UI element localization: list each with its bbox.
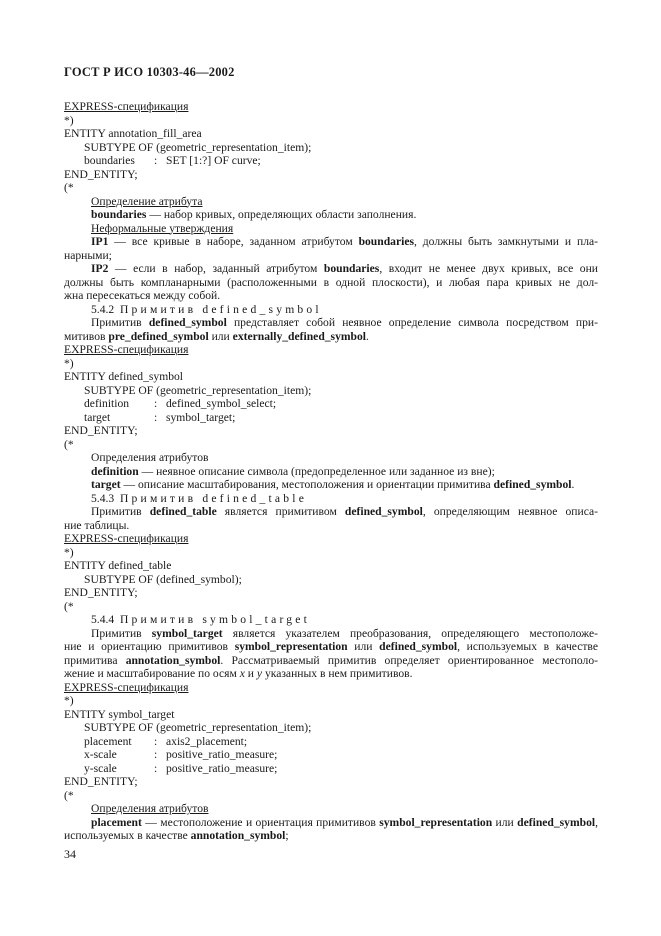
comment-open: (* (64, 181, 74, 194)
section-number: 5.4.2 (91, 302, 115, 316)
comment-close: *) (64, 694, 74, 707)
express-spec-label: EXPRESS-спецификация (64, 680, 189, 694)
axis-x: x (239, 667, 245, 680)
informal-rules-heading: Неформальные утверждения (91, 221, 234, 235)
paragraph-text: Примитив (91, 626, 152, 640)
definition-text: — набор кривых, определяющих области заполнения. (146, 208, 417, 221)
term: symbol_target (151, 626, 223, 640)
attribute-definition (64, 478, 598, 492)
attribute-name: boundaries (84, 154, 135, 167)
definition-text: или (492, 815, 518, 829)
attribute-colon: : (154, 734, 158, 748)
term: defined_symbol (517, 815, 596, 829)
paragraph (64, 505, 598, 519)
subtype-clause: SUBTYPE OF (geometric_representation_item); (84, 140, 312, 154)
subtype-clause: SUBTYPE OF (defined_symbol); (84, 572, 242, 586)
paragraph-text: жение и масштабирование по осям (64, 667, 240, 680)
comment-open: (* (64, 788, 74, 802)
term: definition (91, 464, 139, 478)
term: pre_defined_symbol (108, 329, 209, 343)
informal-rule-ip1 (64, 235, 598, 249)
attribute-name: placement (84, 734, 132, 748)
paragraph-text: Примитив (91, 316, 149, 329)
term: boundaries (358, 235, 414, 248)
paragraph-text: представляет собой неявное определение символа посредством при- (226, 316, 598, 329)
paragraph-text: является примитивом (216, 505, 345, 518)
express-spec-label: EXPRESS-спецификация (64, 343, 189, 356)
section-number: 5.4.3 (91, 491, 115, 505)
rule-continuation: должны быть компланарными (расположенными в одной плоскости), и любая пара кривых не дол- (64, 275, 598, 289)
attribute-name: definition (84, 397, 130, 410)
definitions-heading: Определения атрибутов (91, 802, 209, 815)
term: defined_table (149, 505, 217, 518)
definition-text: — местоположение и ориентация примитивов (141, 815, 380, 829)
term: symbol_representation (379, 815, 493, 829)
definition-heading: Определение атрибута (91, 194, 203, 208)
end-entity: END_ENTITY; (64, 586, 138, 599)
paragraph-text: указанных в нем примитивов. (262, 667, 413, 680)
attribute-line (64, 735, 598, 749)
paragraph-continuation (64, 654, 598, 668)
definition-text: , (595, 815, 598, 829)
entity-declaration: ENTITY symbol_target (64, 707, 175, 721)
term: boundaries (323, 262, 380, 275)
attribute-line (64, 154, 598, 168)
paragraph-text: митивов (64, 329, 109, 343)
comment-open: (* (64, 437, 74, 451)
comment-close: *) (64, 113, 74, 127)
document-body (64, 100, 598, 843)
definition-text: — описание масштабирования, местоположения и ориентации примитива (120, 478, 494, 491)
definition-text: ; (285, 829, 289, 842)
term: defined_symbol (493, 478, 572, 491)
paragraph-text: , используемых в качестве (457, 640, 598, 653)
attribute-line (64, 397, 598, 411)
attribute-colon: : (154, 410, 158, 424)
term: boundaries (91, 208, 147, 221)
end-entity: END_ENTITY; (64, 167, 138, 181)
attribute-name: x-scale (84, 748, 117, 761)
section-heading-5-4-4 (64, 613, 598, 627)
definitions-heading: Определения атрибутов (91, 451, 209, 464)
end-entity: END_ENTITY; (64, 775, 138, 788)
rule-text: , входит не менее двух кривых, все они (379, 262, 599, 275)
entity-declaration: ENTITY defined_table (64, 559, 172, 572)
end-entity: END_ENTITY; (64, 424, 138, 437)
rule-text: , должны быть замкнутыми и пла- (413, 235, 598, 248)
attribute-type: axis2_placement; (166, 734, 248, 748)
term: annotation_symbol (190, 829, 286, 842)
term: symbol_representation (234, 640, 348, 653)
comment-open: (* (64, 599, 74, 613)
attribute-name: target (84, 410, 111, 424)
attribute-line (64, 748, 598, 762)
attribute-colon: : (154, 397, 158, 410)
paragraph-text: ние и ориентацию примитивов (64, 640, 235, 653)
comment-close: *) (64, 545, 74, 559)
paragraph (64, 627, 598, 641)
section-title: Примитив defined_symbol (119, 302, 322, 316)
definition-text: . (571, 478, 575, 491)
subtype-clause: SUBTYPE OF (geometric_representation_item); (84, 721, 312, 734)
document-header: ГОСТ Р ИСО 10303-46—2002 (64, 65, 235, 79)
informal-rule-ip2 (64, 262, 598, 276)
section-heading-5-4-3 (64, 492, 598, 506)
attribute-colon: : (154, 154, 158, 167)
paragraph-text: Примитив (91, 505, 150, 518)
paragraph-text: и (244, 667, 257, 680)
rule-continuation: жна пересекаться между собой. (64, 289, 221, 302)
paragraph-text: примитива (64, 653, 126, 667)
attribute-type: symbol_target; (166, 410, 236, 424)
rule-text: — если в набор, заданный атрибутом (108, 262, 324, 275)
entity-declaration: ENTITY defined_symbol (64, 370, 184, 383)
term: defined_symbol (379, 640, 458, 653)
rule-text: — все кривые в наборе, заданном атрибутом (108, 235, 359, 248)
paragraph (64, 316, 598, 330)
attribute-type: positive_ratio_measure; (166, 761, 278, 775)
axis-y: y (256, 667, 263, 680)
definition-text: — неявное описание символа (предопределенное или заданное из вне); (138, 464, 495, 478)
attribute-line (64, 411, 598, 425)
term: externally_defined_symbol (232, 329, 366, 343)
page-number: 34 (64, 847, 76, 861)
attribute-definition (64, 465, 598, 479)
term: defined_symbol (344, 505, 423, 518)
attribute-type: defined_symbol_select; (166, 397, 277, 410)
rule-continuation: нарными; (64, 248, 112, 262)
section-title: Примитив symbol_target (119, 613, 311, 626)
attribute-definition (64, 816, 598, 830)
definition-text: используемых в качестве (64, 829, 191, 842)
section-heading-5-4-2 (64, 303, 598, 317)
paragraph-continuation (64, 667, 598, 681)
definition-continuation (64, 829, 598, 843)
section-title: Примитив defined_table (119, 491, 308, 505)
term: annotation_symbol (125, 653, 221, 667)
attribute-type: positive_ratio_measure; (166, 748, 278, 761)
paragraph-continuation (64, 640, 598, 654)
attribute-definition (64, 208, 598, 222)
entity-declaration: ENTITY annotation_fill_area (64, 127, 202, 140)
attribute-name: y-scale (84, 761, 117, 775)
paragraph-text: , определяющим неявное описа- (422, 505, 598, 518)
term: defined_symbol (148, 316, 227, 329)
paragraph-text: является указателем преобразования, определяющего местоположе- (222, 626, 598, 640)
subtype-clause: SUBTYPE OF (geometric_representation_item); (84, 383, 312, 397)
term: placement (91, 815, 142, 829)
attribute-colon: : (154, 761, 158, 775)
attribute-colon: : (154, 748, 158, 761)
paragraph-text: . (366, 329, 369, 343)
paragraph-text: или (208, 329, 233, 343)
paragraph-continuation: ние таблицы. (64, 518, 130, 532)
express-spec-label: EXPRESS-спецификация (64, 100, 189, 113)
term: target (91, 478, 121, 491)
attribute-type: SET [1:?] OF curve; (166, 154, 261, 167)
rule-label: IP2 (91, 262, 109, 275)
paragraph-text: или (347, 640, 380, 653)
comment-close: *) (64, 356, 74, 370)
paragraph-continuation (64, 330, 598, 344)
paragraph-text: . Рассматриваемый примитив определяет ориентированное местополо- (220, 653, 598, 667)
section-number: 5.4.4 (91, 613, 115, 626)
attribute-line (64, 762, 598, 776)
express-spec-label: EXPRESS-спецификация (64, 532, 189, 545)
rule-label: IP1 (91, 235, 109, 248)
